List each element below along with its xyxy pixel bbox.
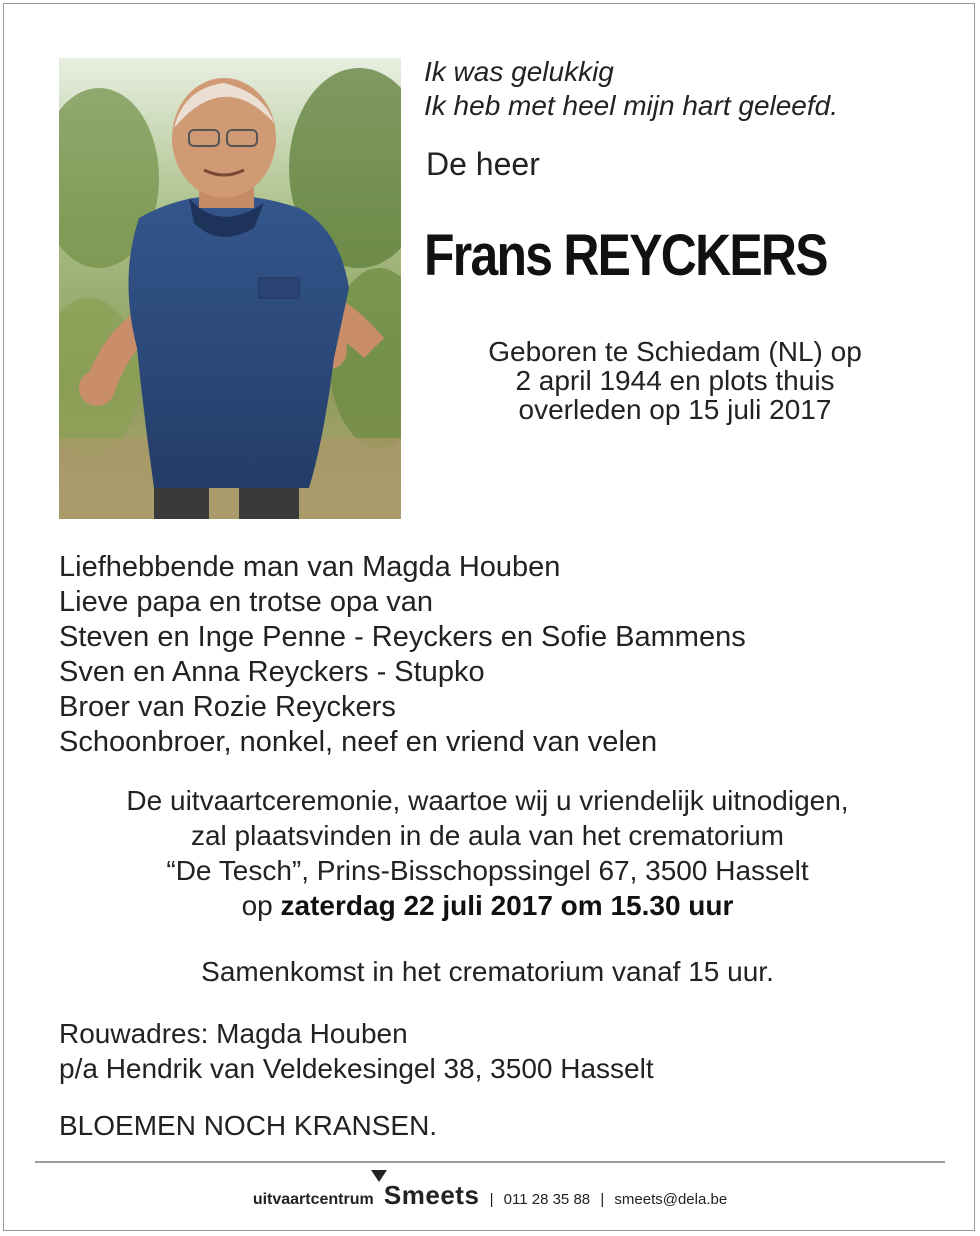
birth-line: Geboren te Schiedam (NL) op: [488, 336, 862, 367]
family-line: Steven en Inge Penne - Reyckers en Sofie Bammens: [59, 621, 746, 653]
family-line: Lieve papa en trotse opa van: [59, 586, 434, 618]
family-line: Sven en Anna Reyckers - Stupko: [59, 656, 485, 688]
ceremony-line: “De Tesch”, Prins-Bisschopssingel 67, 3500 Hasselt: [166, 855, 809, 886]
ceremony-info: [40, 783, 935, 923]
mourning-address: [59, 1016, 654, 1086]
gathering-info: Samenkomst in het crematorium vanaf 15 uur.: [201, 956, 774, 987]
motto-line: Ik was gelukkig: [424, 56, 614, 87]
portrait-photo: [59, 58, 401, 519]
birth-line: overleden op 15 juli 2017: [518, 394, 832, 425]
birth-death-info: [430, 337, 920, 424]
ceremony-date-line: [40, 888, 935, 923]
footer-separator: |: [489, 1191, 494, 1208]
footer-prefix: uitvaartcentrum: [252, 1191, 374, 1208]
family-line: Broer van Rozie Reyckers: [59, 691, 396, 723]
footer-phone: 011 28 35 88: [503, 1191, 591, 1208]
footer-email: smeets@dela.be: [614, 1191, 728, 1208]
family-line: Schoonbroer, nonkel, neef en vriend van velen: [59, 726, 658, 758]
funeral-home-footer: [0, 1180, 980, 1211]
footer-divider: [35, 1161, 945, 1163]
motto-line: Ik heb met heel mijn hart geleefd.: [424, 90, 839, 121]
ceremony-date-prefix: op: [241, 890, 273, 921]
ceremony-line: zal plaatsvinden in de aula van het crematorium: [190, 820, 784, 851]
family-list: [59, 550, 746, 760]
no-flowers-note: BLOEMEN NOCH KRANSEN.: [59, 1110, 438, 1141]
address-line: Rouwadres: Magda Houben: [59, 1018, 408, 1049]
ceremony-line: De uitvaartceremonie, waartoe wij u vriendelijk uitnodigen,: [126, 785, 849, 816]
footer-brand: Smeets: [383, 1180, 480, 1210]
deceased-name: Frans REYCKERS: [424, 223, 827, 288]
family-line: Liefhebbende man van Magda Houben: [59, 551, 561, 583]
salutation: De heer: [426, 146, 540, 182]
address-line: p/a Hendrik van Veldekesingel 38, 3500 Hasselt: [59, 1053, 654, 1084]
motto: [424, 55, 838, 123]
birth-line: 2 april 1944 en plots thuis: [515, 365, 835, 396]
footer-separator: |: [600, 1191, 605, 1208]
ceremony-date: zaterdag 22 juli 2017 om 15.30 uur: [280, 890, 734, 921]
